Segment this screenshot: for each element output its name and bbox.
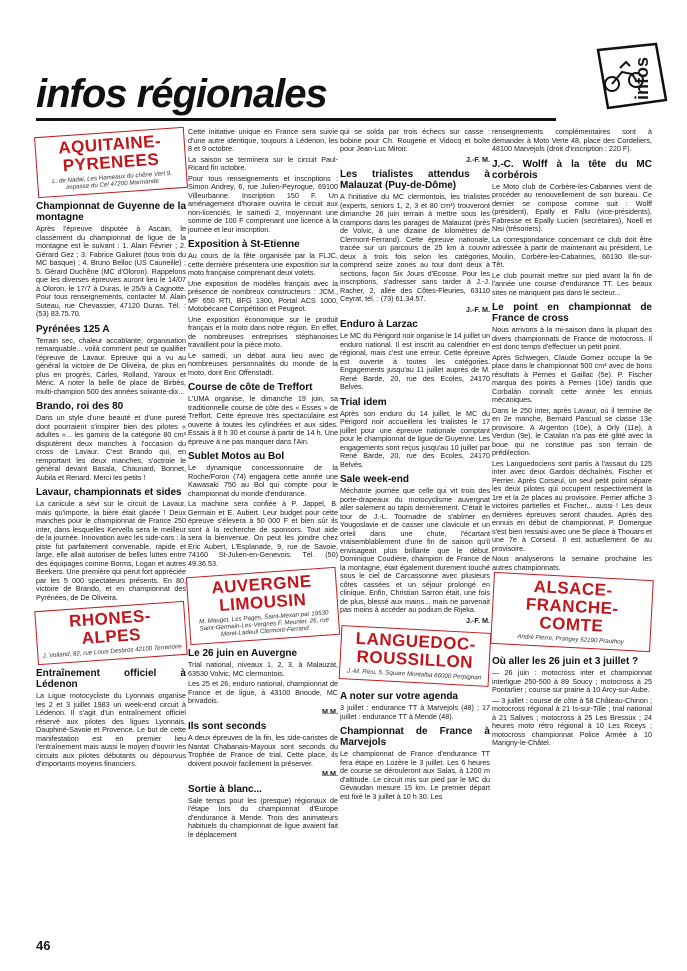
- column-1: [36, 128, 186, 771]
- article-text: Pour tous renseignements et inscriptions : Simon Andrey, 6, rue Julien-Peyrogue, 69100 Villeurbanne. Inscription 150 F. Un aménagement d'horaire ouvrira le circuit aux non-licenciés, le samedi 2, moyennant une somme de 100 F comprenant une licence à la journée et leur inscription.: [188, 173, 338, 234]
- page-title: infos régionales: [36, 72, 327, 116]
- article-text: Trial national, niveaux 1, 2, 3, à Malauzat, 63530 Volvic, MC clermontois.: [188, 660, 338, 678]
- article-text: Après Schwegen, Claude Gomez occupe la 9e place dans le championnat 500 cm³ avec de bons résultats à Pernes et Gaillac (5e). P. Fischer marqua des points à Pernes (10e) tandis que Corbalán connaît cette année les ennuis mécaniques.: [492, 352, 652, 404]
- article-text: 3 juillet : endurance TT à Marvejols (48) ; 17 juillet : endurance TT à Mende (48).: [340, 703, 490, 721]
- article-heading: Trial idem: [340, 396, 387, 408]
- article-text: La canicule a sévi sur le circuit de Lavaur, mais qu'importe, la bière était glacée ! Deux manches pour le championnat de France 250 inter, dans lesquelles Kervella sera le meilleur de la journée. Innovation avec les side-cars : la piste fut parfaitement convenable, rapide et large, elle allait autoriser de belles luttes entre des équipages comme Borms, Logan et autres Beekers. Une première qui perut fort appréciée par les 5 000 spectateurs présents. En 80, victoire de Brando, et en championnat des Pyrénées, de De Oliveira.: [36, 499, 186, 602]
- article-text: La Ligue motocycliste du Lyonnais organise les 2 et 3 juillet 1983 un week-end circuit à Lédenon. Il s'agit d'un entraînement officiel réservé aux pilotes des ligues Lyonnais, Dauphiné-Savoie et Provence. Le but de cette manifestation est en premier lieu l'entraînement mais aussi le moyen d'ouvrir les circuits aux pilotes débutants ou dépourvus d'importants moyens financiers.: [36, 691, 186, 768]
- article-heading: Brando, roi des 80: [36, 401, 124, 412]
- article-text: Au cours de la fête organisée par la FLJC, cette dernière présentera une exposition sur la moto française comprenant deux volets.: [188, 251, 338, 277]
- article-text: Le MC du Périgord noir organise le 14 juillet un enduro national. Il est inscrit au calendrier en régional, mais c'est une erreur. Cette épreuve est ouverte à toutes les catégories. Engagements jusqu'au 11 juillet auprès de M. René Barde, 20, rue des Ecoles, 24170 Belvès.: [340, 331, 490, 391]
- title-divider: [36, 118, 556, 121]
- article-text: A deux épreuves de la fin, les side-caristes de Nantat Chabanais-Mayoux sont seconds du Trophée de France de trial. Cette place, ils doivent pouvoir facilement la préserver.: [188, 733, 338, 768]
- region-address: André Pierre, Prangey 52190 Prauthoy: [517, 633, 624, 646]
- article-text: Le samedi, un débat aura lieu avec de nombreuses personnalités du monde de la moto, dont Eric Offenstadt.: [188, 350, 338, 377]
- author-signature: J.-F. M.: [466, 304, 490, 314]
- article-heading: Les trialistes attendus à Malauzat (Puy-de-Dôme): [340, 169, 490, 191]
- region-name: ALSACE-FRANCHE-COMTE: [525, 576, 620, 636]
- article-text: Après son enduro du 14 juillet, le MC du Périgord noir accueillera les trialistes le 17 juillet pour une épreuve nationale comptant pour le championnat de ligue de Guyenne. Les engagements sont reçus jusqu'au 10 juillet par René Barde, 20, rue des Ecoles, 24170 Belvès.: [340, 408, 490, 469]
- article-text: Le club pourrait mettre sur pied avant la fin de l'année une course d'endurance TT. Les beaux sites ne manquent pas dans le secteur...: [492, 270, 652, 297]
- region-address: J.-M. Rieu, 5, Square Montalba 66000 Perpignan: [346, 667, 482, 682]
- region-box-aquitaine: [34, 127, 188, 198]
- region-box-languedoc: [339, 625, 492, 687]
- article-heading: Où aller les 26 juin et 3 juillet ?: [492, 656, 639, 667]
- article-text: renseignements complémentaires sont à demander à Moto Verte 48, place des Cordeliers, 48100 Marvejols (droit d'inscription : 220 F).: [492, 127, 652, 153]
- author-signature: J.-F. M.: [466, 154, 490, 164]
- article-text: La saison se terminera sur le circuit Paul-Ricard fin octobre.: [188, 154, 338, 172]
- article-heading: Entraînement officiel à Lédenon: [36, 668, 186, 690]
- article-text: Cette initiative unique en France sera suivie d'une autre identique, toujours à Lédenon, les 8 et 9 octobre.: [188, 127, 338, 153]
- region-address: J. Volland, 82, rue Louis Desbros 42100 Terrenoire: [42, 643, 183, 660]
- page-number: 46: [36, 938, 51, 953]
- region-box-rhones-alpes: [34, 601, 187, 665]
- article-text: Le Moto club de Corbère-les-Cabannes vient de procéder au renouvellement de son bureau. Ce dernier se compose comme suit : Wolff (président), Epally et Fallu (vice-présidents), Fabresse et Epally Lucien (secrétaires), Noell et Nisi (trésoriers).: [492, 181, 652, 233]
- article-heading: Ils sont seconds: [188, 721, 267, 732]
- author-signature: J.-F. M.: [466, 615, 490, 625]
- article-text: Dans un style d'une beauté et d'une pureté dont pourraient s'inspirer bien des pilotes « adultes »... les gamins de la catégorie 80 cm³ disputèrent deux manches à l'occasion du cross de Lavaur. C'est Brando qui, en remportant les deux manches, s'octroie le général devant Basala, Chaunard, Bonnet, Aubila et Renard. Merci les petits !: [36, 413, 186, 482]
- article-heading: Exposition à St-Etienne: [188, 239, 300, 250]
- region-name: AUVERGNE LIMOUSIN: [210, 571, 313, 616]
- region-name: RHONES-ALPES: [68, 606, 152, 649]
- article-heading: Lavaur, championnats et sides: [36, 487, 182, 498]
- article-text: La correspondance concernant ce club doit être adressée à partir de maintenant au président, Le Moulin, Corbère-les-Cabannes, 66130 Ille-sur-Têt.: [492, 234, 652, 269]
- article-text: L'UMA organise, le dimanche 19 juin, sa traditionnelle course de côte des « Esses » de Treffort. Cette épreuve très spectaculaire est ouverte à toutes les cylindrées et aux sides. Essais à 8 h 30 et course à partir de 14 h. Une épreuve à ne pas manquer dans l'Ain.: [188, 394, 338, 446]
- article-heading: J.-C. Wolff à la tête du MC corbérois: [492, 158, 652, 181]
- region-box-auvergne: [186, 567, 340, 645]
- article-heading: Sublet Motos au Bol: [188, 451, 285, 462]
- article-heading: Le point en championnat de France de cross: [492, 302, 652, 324]
- column-3: [340, 128, 490, 803]
- article-heading: Sortie à blanc...: [188, 783, 262, 795]
- column-2: [188, 128, 338, 841]
- region-address: L. de Nadai, Les Hameaux du chêne Vert 9, impasse du Cel 47200 Marmande: [51, 169, 173, 192]
- logo-wordmark: [628, 44, 668, 114]
- region-name: AQUITAINE-PYRENEES: [57, 131, 162, 176]
- logo-wordmark-text: infos: [632, 57, 652, 100]
- article-text: Nous analyserons la semaine prochaine les autres championnats.: [492, 554, 652, 572]
- article-heading: Pyrénées 125 A: [36, 323, 110, 335]
- article-text: — 3 juillet : course de côte à 58 Château-Chinon ; motocross régional à 21 Is-sur-Tille ; trial national à 21 Salives ; motocross à 25 Les Bressux ; 24 heures moto rétro régional à 10 Les Riceys ; motocross championnat Police Armée à 10 Marigny-le-Châtel.: [492, 695, 652, 747]
- article-text: A l'initiative du MC clermontois, les trialistes (experts, seniors 1, 2, 3 et 80 cm³) trouveront dimanche 26 juin terrain à mettre sous les crampons dans les parages de Malauzat (près de Volvic, à une dizaine de kilomètres de Clermont-Ferrand). Cette épreuve nationale, tracée sur un parcours de 25 km à couvrir deux à trois fois selon les catégories, comprend seize zones au tour dont deux à sections, façon Six Jours d'Ecosse. Pour les inscriptions, s'adresser sans tarder à J.-J. Racher, 2, allée des Côtes-Fleuries, 63110 Ceyrat, tél. : (73) 61.34.57.: [340, 192, 490, 303]
- article-text: Le championnat de France d'endurance TT fera étape en Lozère le 3 juillet. Les 6 heures de course se dérouleront aux Salas, à 1200 m d'altitude. Le circuit mis sur pied par le MC du Gévaudan mesure 15 km. Le premier départ est fixé le 3 juillet à 10 h 30. Les: [340, 749, 490, 801]
- article-heading: Le 26 juin en Auvergne: [188, 648, 298, 659]
- region-name: LANGUEDOC-ROUSSILLON: [355, 628, 477, 673]
- article-text: Dans le 250 inter, après Lavaur, où il termine 8e en 2e manche, Bernard Pascual se classe 13e provisoire. A Argenton (10e), à Orly (11e), à Verdun (9e), le Catalan n'a pas été gâté avec la boue qui ne constitue pas son terrain de prédilection.: [492, 405, 652, 457]
- article-text: — 26 juin : motocross inter et championnat interligue 250-500 à 89 Soucy ; motocross à 25 Pontarlier ; course sur prairie à 10 Arcy-sur-Aube.: [492, 668, 652, 694]
- article-heading: Sale week-end: [340, 474, 409, 485]
- article-heading: Championnat de France à Marvejols: [340, 726, 490, 748]
- article-heading: A noter sur votre agenda: [340, 691, 458, 702]
- author-signature: M.M.: [322, 706, 338, 716]
- article-text: Les 25 et 26, enduro national, championnat de France et de ligue, à 43100 Brioude, MC brivadois.: [188, 679, 338, 705]
- article-text: Une exposition économique sur le produit français et la moto dans notre région. En effet, de nombreuses entreprises stéphanoises travaillent pour la pièce moto.: [188, 314, 338, 349]
- article-heading: Course de côte de Treffort: [188, 382, 313, 393]
- article-text: La machine sera confiée à P. Jappel, B. Germain et E. Aubert. Leur budget pour cette épreuve s'élevera à 50 000 F et bien sûr ils sont à la recherche de sponsors. Tout aide sera la bienvenue. On peut les joindre chez Eric Aubert, L'Esplanade, 9, rue de Savoie, 74160 St-Julien-en-Genevois. Tél. (50) 49.36.53.: [188, 499, 338, 568]
- article-text: Les Languedociens sont partis à l'assaut du 125 inter avec deux Gardois déchaînés, Fischer et Perrier. Après Corseul, un seul petit point sépare les deux pilotes qui occupent respectivement la 1re et la 2e places au provisoire. Perrier affiche 3 victoires partielles et Fischer... aussi ! Les deux dernières épreuves seront chaudes. Après des ennuis en début de championnat, P. Domergue s'est bien ressaisi avec une 5e place à Thouars et une 7e à Corseul. Il est actuellement 6e au provisoire.: [492, 458, 652, 553]
- article-text: Sale temps pour les (presque) régionaux de l'étape lors du championnat d'Europe d'endurance à Mende. Trois des animateurs habituels du championnat de ligue avaient fait le déplacement: [188, 795, 338, 839]
- article-text: Méchante journée que celle qui vit trois des porte-drapeaux du motocyclisme auvergnat aller salement au tapis dernièrement. C'était le tour de J.-L. Tournadre de s'abîmer en Yougoslavie et de casser une clavicule et un orteil dans une chute, l'écartant vraisemblablement d'une fin de saison qu'il envisageait plus brillante que le début. Dominique Coudière, champion de France de la montagne, était également durement touché sous le ciel de Carcassonne avec plusieurs côtes cassées et un séjour prolongé en clinique. Enfin, Christian Sarron était, une fois de plus, blessé aux mains... mais ne parvenait pas moins à accéder au podium de Rijeka.: [340, 486, 490, 614]
- column-4: [492, 128, 652, 750]
- region-address: M. Mauget, Les Pages, Saint-Mexan par 19530 Saint-Germain-Les-Vergnes F. Meunier, 26, rue Morel-Ladeuil Clermont-Ferrand: [198, 609, 330, 639]
- article-text: Le dynamique concessionnaire de la Roche/Foron (74) engagera cette année une Kawasaki 750 au Bol qui compte pour le championnat du monde d'endurance.: [188, 463, 338, 498]
- article-text: Terrain sec, chaleur accablante, organisation remarquable... voilà comment peut se qualifier l'épreuve de Lavaur. Epreuve qui a vu au général la victoire de De Oliveira, de plus en plus en progrès, Carles, Rolland, Yaroux et Méric. A noter la belle 6e place de Birbès, multi-champion 500 des années soixante-dix...: [36, 335, 186, 396]
- author-signature: M.M.: [322, 769, 338, 778]
- article-heading: Championnat de Guyenne de la montagne: [36, 201, 186, 223]
- region-box-alsace: [490, 572, 654, 652]
- article-text: Une exposition de modèles français avec la présence de nombreux constructeurs : JCM., MF 650 RTI, BFG 1300, Portal ACS 1000, Motobécane Compétition et Peugeot.: [188, 278, 338, 313]
- article-text: Après l'épreuve disputée à Ascain, le classement du championnat de ligue de la montagne est le suivant : 1. Alain Février ; 2. Gérard Gez ; 3. Fabrice Galiuret (tous trois du MC basque) ; 4. Bruno Belloc (US Cauneille) ; 5. Gérard Duchêne (MC d'Oloron). Rappelons que les diverses épreuves auront lieu le 14/07 à Oloron, le 17/7 à Duras, le 25/9 à Cagnotte. Pour tous renseignements, contacter M. Alain Suteau, rue Chevassier, 47120 Duras. Tél. : (53) 83.75.70.: [36, 224, 186, 318]
- article-text: Nous arrivons à la mi-saison dans la plupart des divers championnats de France de motocross. Il est donc temps d'effectuer un petit point.: [492, 325, 652, 351]
- article-heading: Enduro à Larzac: [340, 319, 418, 330]
- article-text: qui se solda par trois échecs sur casse : bobine pour Ch. Rougerie et Vidocq et boîte pour Jean-Luc Miroir.: [340, 127, 490, 153]
